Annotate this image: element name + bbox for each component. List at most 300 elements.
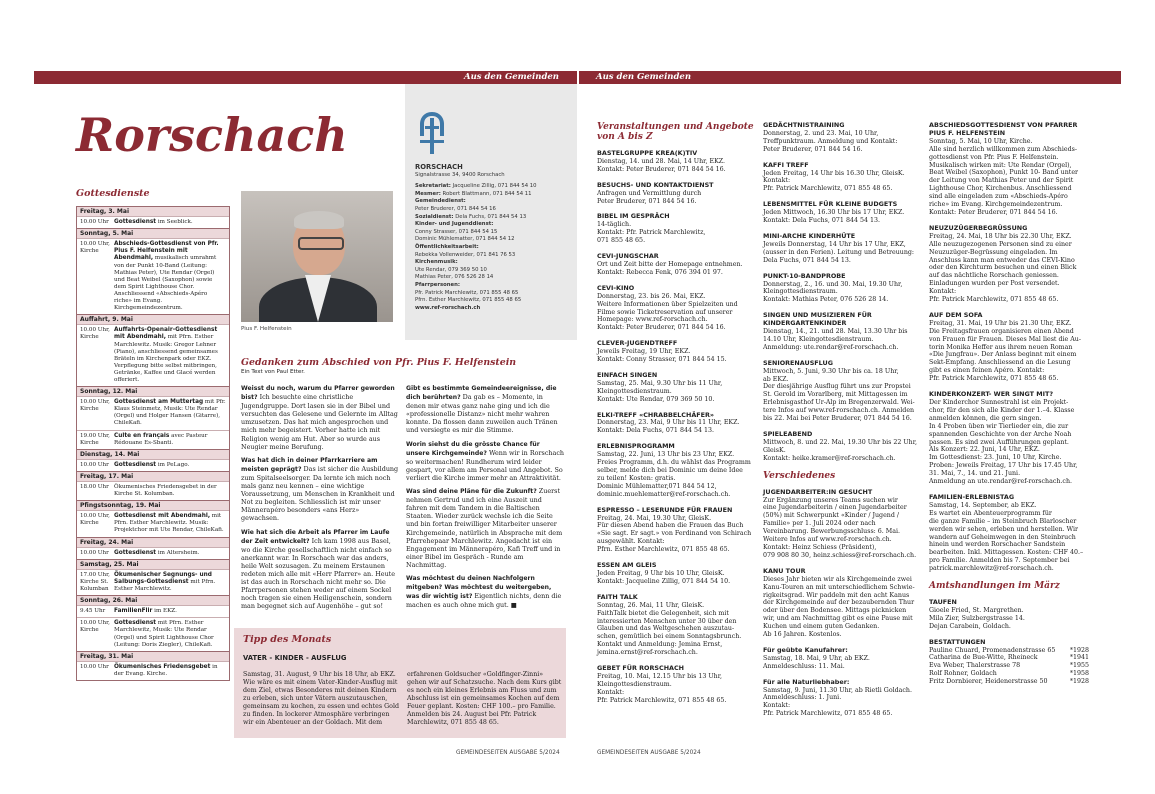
contact-value: Peter Bruderer, 071 844 54 16	[415, 205, 496, 212]
schedule-detail: in der Evang. Kirche.	[114, 663, 218, 677]
event-line: (ausser in den Ferien). Leitung und Betreuung:	[763, 248, 915, 256]
event-entry	[929, 312, 1089, 383]
schedule-detail: im Seeblick.	[156, 219, 193, 226]
event-line: St. Gerold im Vorarlberg, mit Mittagessen im	[763, 391, 908, 399]
event-entry	[763, 489, 923, 560]
event-line: Donnerstag, 2. und 23. Mai, 10 Uhr,	[763, 129, 879, 137]
article-answer: Da gab es – Momente, in denen mir etwas ganz nahe ging und ich die «professionelle Distanz» nicht mehr wahren konnte. Da flossen dann zuweilen auch Tränen und versiegte es mir die Stimme.	[406, 393, 558, 435]
contact-label: Gemeindedienst:	[415, 198, 466, 205]
schedule-desc	[114, 399, 226, 427]
bestattungen-row	[929, 654, 1089, 662]
article-paragraph	[241, 528, 399, 611]
event-entry	[597, 507, 757, 554]
schedule-desc	[114, 664, 226, 678]
photo-caption: Pius F. Helfenstein	[241, 326, 292, 332]
schedule-detail: mit Pfrn. Esther Marchlewitz.	[114, 578, 216, 593]
event-line: Freitag, 31. Mai, 19 Uhr bis 21.30 Uhr, EKZ.	[929, 319, 1072, 327]
schedule-row	[77, 510, 229, 536]
event-line: Jeden Mittwoch, 16.30 Uhr bis 17 Uhr, EKZ.	[763, 209, 905, 217]
contact-value: Robert Blattmann, 071 844 54 11	[440, 190, 532, 197]
schedule-detail: Ökumenisches Friedensgebet in der Kirche St. Kolumban.	[114, 484, 217, 498]
schedule-day-header: Sonntag, 12. Mai	[77, 386, 229, 396]
event-line: Samstag, 25. Mai, 9.30 Uhr bis 11 Uhr,	[597, 379, 723, 387]
event-entry	[929, 494, 1089, 573]
event-line: auf das nächtliche Rorschach geniessen.	[929, 272, 1059, 280]
contact-line	[415, 191, 573, 199]
event-entry	[929, 225, 1089, 304]
schedule-day-header: Pfingstsonntag, 19. Mai	[77, 500, 229, 510]
schedule-title: Gottesdienst	[114, 549, 157, 556]
schedule-time: 10.00 Uhr, Kirche	[80, 620, 110, 634]
schedule-desc	[114, 219, 226, 226]
event-line: der Leitung von Mathias Peter und der Spirit	[929, 177, 1074, 185]
event-line: wandern auf Geheimwegen in den Steinbruch	[929, 533, 1076, 541]
schedule-day-header: Freitag, 3. Mai	[77, 207, 229, 216]
contact-line	[415, 236, 573, 244]
event-entry	[597, 562, 757, 586]
event-line: gibt es einen feinen Apéro. Kontakt:	[929, 367, 1045, 375]
event-line: jemina.ernst@ref-rorschach.ch.	[597, 649, 698, 657]
event-line: eine Jugendarbeiterin / einen Jugendarbeiter	[763, 504, 907, 512]
schedule-time: 10.00 Uhr	[80, 461, 109, 468]
contact-line	[415, 252, 573, 260]
event-title: JUGENDARBEITER:IN GESUCHT	[763, 487, 873, 496]
event-line: Freies Programm, d.h. du wählst das Programm	[597, 459, 751, 467]
event-line: Kontakt:	[929, 288, 957, 296]
event-line: werden wir sehen, erleben und herstellen. Wir	[929, 525, 1079, 533]
event-title: BESUCHS- UND KONTAKTDIENST	[597, 180, 714, 189]
event-line: In 4 Proben üben wir Tierlieder ein, die zur	[929, 422, 1069, 430]
event-line: Anschluss kann man entweder das CEVI-Kino	[929, 256, 1075, 264]
schedule-row	[77, 430, 229, 449]
event-line: Vereinbarung. Bewerbungsschluss: 6. Mai.	[763, 528, 901, 536]
schedule-title: FamilienFlir	[114, 608, 153, 615]
schedule-time: 10.00 Uhr, Kirche	[80, 399, 110, 413]
event-title: NEUZUZÜGERBEGRÜSSUNG	[929, 223, 1028, 232]
event-line: Samstag, 18. Mai, 9 Uhr, ab EKZ.	[763, 654, 870, 662]
schedule-row	[77, 605, 229, 617]
schedule-row	[77, 459, 229, 471]
event-line: Kontakt: Peter Bruderer, 071 844 54 16.	[597, 165, 726, 173]
event-line: Freitag, 24. Mai, 19.30 Uhr, GleisK.	[597, 514, 712, 522]
event-line: «Sie sagt. Er sagt.» von Ferdinand von Schirach	[597, 530, 752, 538]
event-line: passen. Es sind zwei Aufführungen geplant.	[929, 438, 1069, 446]
event-line: schen, gemütlich bei einem Sonntagsbrunch.	[597, 633, 742, 641]
bestattungen-year: *1941	[1069, 654, 1089, 662]
portrait-photo	[241, 191, 393, 322]
contact-name: RORSCHACH	[415, 163, 463, 171]
contact-value: Ute Rendar, 079 369 50 10	[415, 266, 487, 273]
event-line: die ganze Familie – im Steinbruch Blarloscher	[929, 517, 1077, 525]
event-line: Dienstag, 14., 21. und 28. Mai, 13.30 Uhr bis	[763, 328, 908, 336]
contact-value: Dominic Mühlematter, 071 844 54 12	[415, 236, 515, 243]
bestattungen-year: *1928	[1069, 646, 1089, 654]
event-line: bearbeiten. Inkl. Mittagessen. Kosten: CHF 40.–	[929, 549, 1084, 557]
contact-line	[415, 282, 573, 290]
event-line: Pfr. Patrick Marchlewitz, 071 855 48 65.	[763, 185, 893, 193]
event-line: Pfr. Patrick Marchlewitz, 071 855 48 65.	[929, 375, 1059, 383]
schedule-day-header: Auffahrt, 9. Mai	[77, 314, 229, 324]
event-line: torin Monika Heffer aus ihrem neuen Roman	[929, 343, 1073, 351]
schedule-detail: im EKZ.	[152, 608, 177, 615]
event-line: Anfragen und Vermittlung durch	[597, 189, 702, 197]
event-line: wir, und am Nachmittag gibt es eine Pause mit	[763, 615, 913, 623]
event-line: Pfrn. Esther Marchlewitz, 071 855 48 65.	[597, 546, 730, 554]
event-line: oder den Kirchturm besuchen und einen Blick	[929, 264, 1077, 272]
section-label-left: Aus den Gemeinden	[463, 72, 559, 82]
article-answer: Wenn wir in Rorschach so weitermachen! Rundherum wird leider gespart, vor allem am Personal und Angebot. So verliert die Kirche immer mehr an Attraktivität.	[406, 448, 565, 482]
schedule-row	[77, 661, 229, 680]
tipp-heading: Tipp des Monats	[243, 634, 332, 645]
contact-value: Pfr. Patrick Marchlewitz, 071 855 48 65	[415, 289, 519, 296]
event-line: patrick.marchlewitz@ref-rorschach.ch.	[929, 565, 1054, 573]
event-line: Kontakt: Ute Rendar, 079 369 50 10.	[597, 395, 715, 403]
event-line: spannenden Geschichte von der Arche Noah	[929, 430, 1072, 438]
contact-line	[415, 206, 573, 214]
event-line: Donnerstag, 23. bis 26. Mai, EKZ.	[597, 292, 706, 300]
article-question: Weisst du noch, warum du Pfarrer geworden bist?	[241, 385, 395, 402]
event-entry	[763, 233, 923, 265]
schedule-title: Auffahrts-Openair-Gottesdienst mit Abendmahl,	[114, 327, 218, 341]
event-line: Der Kinderchor Sunnestrahl ist ein Projekt-	[929, 399, 1069, 406]
schedule-desc	[114, 484, 226, 498]
event-line: Donnerstag, 23. Mai, 9 Uhr bis 11 Uhr, EKZ.	[597, 419, 740, 427]
schedule-time: 10.00 Uhr, Kirche	[80, 241, 110, 255]
article-paragraph	[241, 456, 399, 523]
event-entry	[763, 568, 923, 639]
schedule-row	[77, 216, 229, 228]
event-line: Kleingottesdienstraum.	[597, 680, 672, 688]
event-line: Kleingottesdienstraum.	[597, 387, 672, 395]
event-title: AUF DEM SOFA	[929, 310, 983, 319]
event-line: 079 908 80 30, heinz.schiess@ref-rorschach.ch.	[763, 551, 917, 559]
tipp-box	[234, 628, 566, 738]
event-line: FaithTalk bietet die Gelegenheit, sich mit	[597, 609, 729, 617]
contact-line	[415, 259, 573, 267]
bestattungen-title: BESTATTUNGEN	[929, 637, 986, 646]
event-line: Kontakt: Jacqueline Zillig, 071 844 54 10.	[597, 577, 731, 585]
event-line: Familie» per 1. Juli 2024 oder nach	[763, 520, 876, 528]
schedule-row	[77, 396, 229, 429]
event-line: Donnerstag, 2., 16. und 30. Mai, 19.30 Uhr,	[763, 280, 903, 288]
schedule-detail: im PeLago.	[156, 461, 190, 468]
event-entry	[597, 213, 757, 245]
event-line: gottesdienst von Pfr. Pius F. Helfenstein.	[929, 153, 1059, 161]
event-line: Jeweils Freitag, 19 Uhr, EKZ.	[597, 348, 691, 356]
contact-value: Pfrn. Esther Marchlewitz, 071 855 48 65	[415, 297, 522, 304]
event-line: 14.10 Uhr, Kleingottesdienstraum.	[763, 335, 874, 343]
event-line: anmelden können, die gern singen.	[929, 414, 1042, 422]
bestattungen-row	[929, 662, 1089, 670]
event-line: Jeweils Donnerstag, 14 Uhr bis 17 Uhr, EKZ,	[763, 240, 906, 248]
article-paragraph	[406, 440, 564, 482]
event-entry	[597, 340, 757, 364]
event-line: Ort und Zeit bitte der Homepage entnehmen.	[597, 260, 743, 268]
schedule-row	[77, 481, 229, 500]
contact-line	[415, 214, 573, 222]
contact-line	[415, 305, 573, 313]
event-line: Homepage: www.ref-rorschach.ch.	[597, 316, 708, 324]
bestattungen-year: *1928	[1069, 678, 1089, 686]
event-line: Samstag, 14. September, ab EKZ.	[929, 501, 1037, 509]
schedule-detail: mit Pfrn. Esther Marchlewitz. Musik: Gregor Lehner (Piano), anschliessend gemeinsames Bräteln im Kirchenpark oder EKZ. Verpflegung bitte selbst mitbringen, Getränke, Kaffee und Glacé werden offeriert.	[114, 334, 218, 383]
event-title: ELKI-TREFF «CHRABBELCHÄFER»	[597, 410, 715, 419]
schedule-time: 17.00 Uhr, Kirche St. Kolumban	[80, 571, 110, 593]
events-column-3	[929, 122, 1089, 694]
schedule-title: Abschieds-Gottesdienst von Pfr. Pius F. Helfenstein mit Abendmahl,	[114, 241, 219, 262]
event-line: 071 855 48 65.	[597, 237, 646, 245]
event-entry	[597, 443, 757, 498]
schedule-row	[77, 617, 229, 650]
schedule-day-header: Freitag, 31. Mai	[77, 651, 229, 661]
schedule-time: 18.00 Uhr	[80, 484, 109, 490]
event-title: GEDÄCHTNISTRAINING	[763, 121, 845, 129]
misc-heading: Verschiedenes	[763, 470, 836, 481]
schedule-table	[76, 206, 230, 681]
event-title: Für geübte Kanufahrer:	[763, 645, 848, 654]
article-question: Was sind deine Pläne für die Zukunft?	[406, 488, 537, 496]
event-line: Sonntag, 5. Mai, 10 Uhr, Kirche.	[929, 137, 1033, 145]
event-entry	[597, 253, 757, 277]
event-line: Pfr. Patrick Marchlewitz, 071 855 48 65.	[597, 696, 727, 704]
event-title: GEBET FÜR RORSCHACH	[597, 664, 685, 673]
event-line: Kontakt: Conny Strasser, 071 844 54 15.	[597, 356, 727, 364]
event-line: Beat Weibel (Saxophon), Punkt 10- Band unter	[929, 169, 1079, 177]
article-paragraph	[241, 384, 399, 451]
event-line: Peter Bruderer, 071 844 54 16.	[597, 197, 697, 205]
event-title: KAFFI TREFF	[763, 160, 809, 169]
event-line: Weitere Informationen über Spielzeiten und	[597, 300, 738, 308]
contact-line	[415, 198, 573, 206]
event-line: Kontakt: Dela Fuchs, 071 844 54 13.	[597, 427, 714, 435]
contact-label: Mesmer:	[415, 190, 441, 197]
footer-left: GEMEINDESEITEN AUSGABE 5/2024	[456, 750, 560, 756]
contact-box	[405, 84, 577, 340]
event-entry	[763, 360, 923, 423]
church-logo-icon	[417, 110, 447, 156]
event-entry	[763, 122, 923, 154]
event-line: Ab 16 Jahren. Kostenlos.	[763, 631, 842, 639]
article-column-1	[241, 384, 399, 615]
event-line: Der diesjährige Ausflug führt uns zur Propstei	[763, 383, 911, 391]
event-line: Sekt-Empfang. Anschliessend an die Lesung	[929, 359, 1071, 367]
schedule-title: Gottesdienst	[114, 620, 157, 627]
article-question: Was hat dich in deiner Pfarrkarriere am meisten geprägt?	[241, 456, 378, 473]
event-line: Kontakt: Heinz Schiess (Präsident),	[763, 543, 877, 551]
event-entry	[763, 679, 923, 719]
event-line: Mittwoch, 8. und 22. Mai, 19.30 Uhr bis 22 Uhr,	[763, 438, 918, 446]
event-line: Freitag, 24. Mai, 18 Uhr bis 22.30 Uhr, EKZ.	[929, 232, 1072, 240]
event-line: dominic.muehlematter@ref-rorschach.ch.	[597, 490, 731, 498]
bestattungen-name: Fritz Dornbierer, Heidenerstrasse 50	[929, 678, 1048, 686]
event-line: 31. Mai, 7., 14. und 21. Juni.	[929, 470, 1021, 478]
contact-line	[415, 267, 573, 275]
event-line: Kontakt:	[763, 702, 791, 710]
event-title: ABSCHIEDSGOTTESDIENST VON PFARRER PIUS F. HELFENSTEIN	[929, 121, 1078, 137]
schedule-row	[77, 324, 229, 386]
bestattungen-row	[929, 647, 1089, 655]
events-column-1	[597, 122, 757, 713]
schedule-detail: im Altersheim.	[156, 549, 200, 556]
schedule-detail: musikalisch umrahmt von der Punkt 10-Band (Leitung: Mathias Peter), Ute Rendar (Orgel) und Beat Weibel (Saxophon) sowie dem Spirit Lighthouse Chor. Anschliessend «Abschieds-Apéro riche» im Evang. Kirchgemeindezentrum.	[114, 255, 217, 312]
event-line: Weitere Infos auf www.ref-rorschach.ch.	[763, 536, 892, 544]
event-title: SENIORENAUSFLUG	[763, 358, 833, 367]
contact-value: Jacqueline Zillig, 071 844 54 10	[450, 183, 537, 190]
event-line: Neuzuzüger-Begrüssung eingeladen. Im	[929, 248, 1058, 256]
event-title: ESPRESSO – LESERUNDE FÜR FRAUEN	[597, 505, 733, 514]
event-line: Pfr. Patrick Marchlewitz, 071 855 48 65.	[763, 710, 893, 718]
event-line: Für diesen Abend haben die Frauen das Buch	[597, 522, 744, 530]
event-entry	[597, 182, 757, 206]
schedule-detail: mit Pfrn. Esther Marchlewitz. Musik: Projektchor mit Ute Rendar, ChileKafi.	[114, 513, 224, 534]
taufen-line: Mila Zier, Sulzbergstrasse 14.	[929, 614, 1025, 622]
event-line: riche» im Evang. Kirchgemeindezentrum.	[929, 201, 1063, 209]
event-line: zu teilen! Kosten: gratis.	[597, 474, 676, 482]
event-entry	[763, 647, 923, 671]
event-line: Anmeldeschluss: 1. Juni.	[763, 694, 842, 702]
event-line: Dela Fuchs, 071 844 54 13.	[763, 256, 851, 264]
event-title: SPIELEABEND	[763, 430, 813, 438]
article-question: Was möchtest du deinen Nachfolgern mitgeben? Was möchtest du weitergeben, was dir wichtig ist?	[406, 574, 552, 601]
schedule-time: 10.00 Uhr	[80, 549, 109, 556]
event-entry	[597, 285, 757, 332]
gottesdienste-heading: Gottesdienste	[76, 188, 150, 199]
event-line: Anmeldeschluss: 11. Mai.	[763, 662, 845, 670]
event-line: ab EKZ.	[763, 375, 789, 383]
contact-line	[415, 183, 573, 191]
event-line: Kuchen und einem guten Gedanken.	[763, 623, 880, 631]
event-line: Kontakt: Pfr. Patrick Marchlewitz,	[597, 229, 706, 237]
contact-line	[415, 274, 573, 282]
article-answer: Das ist sicher die Ausbildung zum Spitalseelsorger. Da lernte ich mich noch mals ganz neu kennen – eine wichtige Voraussetzung, um Menschen in Krankheit und Not zu begleiten. Schliesslich ist mir unser Männerapéro besonders «ans Herz» gewachsen.	[241, 464, 399, 523]
event-line: pro Familie. Anmelden bis 7. September bei	[929, 557, 1070, 565]
event-line: Anmeldung: ute.rendar@ref-rorschach.ch.	[763, 343, 899, 351]
event-title: FAITH TALK	[597, 592, 638, 601]
schedule-desc	[114, 241, 226, 312]
event-line: Es wartet ein Abenteuerprogramm für	[929, 509, 1052, 517]
schedule-title: Ökumenisches Friedensgebet	[114, 663, 211, 670]
tipp-subheading: VATER - KINDER - AUSFLUG	[243, 654, 347, 662]
bestattungen-table	[929, 647, 1089, 687]
article-question: Wie hat sich die Arbeit als Pfarrer im Laufe der Zeit entwickelt?	[241, 528, 390, 545]
event-line: Jeden Freitag, 9 Uhr bis 10 Uhr, GleisK.	[597, 569, 725, 577]
event-line: tere Infos auf www.ref-rorschach.ch. Anmelden	[763, 407, 915, 415]
event-line: Anmeldung an ute.rendar@ref-rorschach.ch.	[929, 478, 1073, 486]
event-entry	[929, 391, 1089, 486]
event-line: Dieses Jahr bieten wir als Kirchgemeinde zwei	[763, 575, 912, 583]
event-line: oder über den Bodensee. Mittags picknicken	[763, 607, 907, 615]
bestattungen-year: *1958	[1069, 670, 1089, 678]
event-entry	[597, 594, 757, 657]
schedule-day-header: Sonntag, 5. Mai	[77, 228, 229, 238]
bestattungen-name: Rolf Rohner, Goldach	[929, 670, 997, 678]
event-line: Peter Bruderer, 071 844 54 16.	[763, 145, 863, 153]
event-line: (50%) mit Schwerpunkt «Kinder / Jugend /	[763, 512, 900, 520]
contact-label: Sozialdienst:	[415, 213, 454, 220]
event-line: Alle neuzugezogenen Personen sind zu einer	[929, 240, 1072, 248]
event-line: Jeden Freitag, 14 Uhr bis 16.30 Uhr, GleisK.	[763, 169, 905, 177]
event-line: selber, melde dich bei Dominic um deine Idee	[597, 467, 743, 474]
article-question: Worin siehst du die grösste Chance für unsere Kirchgemeinde?	[406, 440, 540, 457]
event-line: Mittwoch, 5. Juni, 9.30 Uhr bis ca. 18 Uhr,	[763, 367, 899, 375]
bestattungen-name: Pauline Chuard, Promenadenstrasse 65	[929, 646, 1056, 654]
bestattungen-name: Eva Weber, Thalerstrasse 78	[929, 662, 1021, 670]
header-band-right	[579, 71, 1121, 84]
event-title: LEBENSMITTEL FÜR KLEINE BUDGETS	[763, 200, 898, 209]
event-line: Freitag, 10. Mai, 12.15 Uhr bis 13 Uhr,	[597, 672, 723, 680]
contact-label: Kirchenmusik:	[415, 259, 458, 266]
event-entry	[597, 665, 757, 705]
event-line: Kontakt: Mathias Peter, 076 526 28 14.	[763, 296, 889, 304]
contact-address: Signalstrasse 34, 9400 Rorschach	[415, 171, 505, 178]
event-entry	[763, 162, 923, 194]
event-line: 14-täglich.	[597, 221, 632, 229]
event-title: SINGEN UND MUSIZIEREN FÜR KINDERGARTENKINDER	[763, 311, 872, 328]
event-line: ausgewählt. Kontakt:	[597, 538, 665, 546]
event-line: Musikalisch wirken mit: Ute Rendar (Orgel),	[929, 161, 1072, 169]
tipp-text-2: erfahrenen Goldsucher «Goldfinger-Zinni» gehen wir auf Schatzsuche. Nach dem Kurs gibt es noch ein kleines Erlebnis am Fluss und zum Abschluss ist ein gemeinsames Kochen auf dem Feuer geplant. Kosten: CHF 100.– pro Familie. Anmelden bis 24. August bei Pfr. Patrick Marchlewitz, 071 855 48 65.	[407, 671, 562, 726]
event-line: Sonntag, 26. Mai, 11 Uhr, GleisK.	[597, 601, 705, 609]
event-title: ERLEBNISPROGRAMM	[597, 442, 675, 451]
contact-label: Öffentlichkeitsarbeit:	[415, 243, 479, 250]
event-line: Alle sind herzlich willkommen zum Abschieds-	[929, 145, 1077, 153]
schedule-row	[77, 238, 229, 314]
event-entry	[597, 150, 757, 174]
schedule-title: Gottesdienst am Muttertag	[114, 399, 204, 406]
schedule-time: 10.00 Uhr	[80, 663, 109, 670]
article-paragraph	[406, 574, 564, 609]
event-line: Samstag, 9. Juni, 11.30 Uhr, ab Rietli Goldach.	[763, 686, 912, 694]
schedule-desc	[114, 433, 226, 447]
event-title: EINFACH SINGEN	[597, 370, 658, 379]
event-line: bis 22. Mai bei Peter Bruderer, 071 844 54 16.	[763, 415, 912, 423]
event-line: Dienstag, 14. und 28. Mai, 14 Uhr, EKZ.	[597, 157, 726, 165]
taufen-section	[929, 599, 1089, 631]
events-column-2	[763, 122, 923, 726]
event-line: rigkeitsgrad. Wir paddeln mit den acht Kanus	[763, 591, 910, 599]
event-line: Kanu-Touren an mit unterschiedlichem Schwie-	[763, 583, 915, 591]
schedule-time: 10.00 Uhr, Kirche	[80, 327, 110, 341]
contact-line	[415, 229, 573, 237]
schedule-day-header: Samstag, 25. Mai	[77, 559, 229, 569]
event-entry	[763, 312, 923, 352]
contact-value: Conny Strasser, 071 844 54 15	[415, 228, 498, 235]
schedule-row	[77, 547, 229, 559]
schedule-desc	[114, 572, 226, 593]
schedule-time: 9.45 Uhr	[80, 608, 106, 615]
schedule-day-header: Freitag, 17. Mai	[77, 471, 229, 481]
bestattungen-name: Catharina de Bue-Witte, Rheineck	[929, 654, 1038, 662]
schedule-desc	[114, 462, 226, 469]
event-title: BIBEL IM GESPRÄCH	[597, 212, 670, 221]
event-line: sind alle eingeladen zum «Abschieds-Apéro	[929, 193, 1068, 201]
article-heading: Gedanken zum Abschied von Pfr. Pius F. Helfenstein	[241, 357, 517, 368]
bestattungen-row	[929, 670, 1089, 678]
article-column-2	[406, 384, 564, 614]
contact-line	[415, 297, 573, 305]
schedule-desc	[114, 608, 226, 615]
event-line: Kontakt: Rebecca Fenk, 076 394 01 97.	[597, 268, 723, 276]
schedule-detail: avec Pasteur Rédouane Es-Sbanti.	[114, 432, 208, 446]
footer-right: GEMEINDESEITEN AUSGABE 5/2024	[597, 750, 701, 756]
contact-line	[415, 221, 573, 229]
schedule-detail: mit Pfrn. Esther Marchlewitz, Musik: Ute Rendar (Orgel) und Spirit Lighthouse Chor (Leitung: Doris Ziegler), ChileKafi.	[114, 620, 214, 648]
event-title: BASTELGRUPPE KREA(K)TIV	[597, 149, 698, 157]
bestattungen-section	[929, 639, 1089, 686]
event-line: Kontakt: Dela Fuchs, 071 844 54 13.	[763, 217, 880, 225]
contact-label: Kinder- und Jugenddienst:	[415, 221, 494, 228]
schedule-time: 10.00 Uhr, Kirche	[80, 513, 110, 527]
